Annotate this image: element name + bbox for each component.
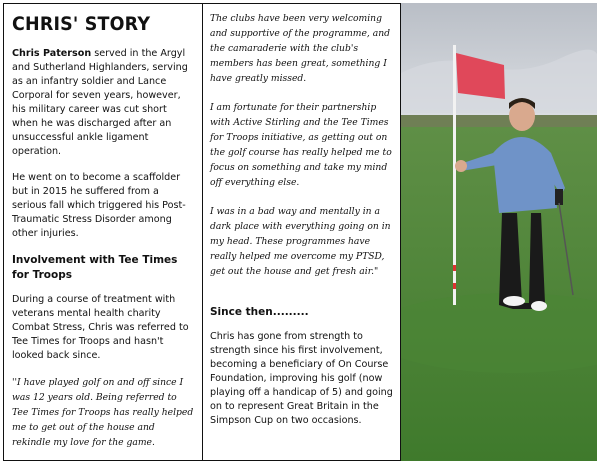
quote-ptsd: I was in a bad way and mentally in a dark place with everything going on in my head. These programmes have really helped me overcome my PTSD, get out the house and get fresh air."	[210, 206, 391, 277]
intro-text: served in the Argyl and Sutherland Highlanders, serving as an infantry soldier and Lance Corporal for seven years, however, his military career was cut short when he was discharged after an unsuccessful ankle ligament operation.	[12, 48, 188, 157]
since-then-heading: Since then.........	[210, 306, 309, 318]
photo-panel	[400, 3, 597, 461]
quote-welcoming: The clubs have been very welcoming and supportive of the programme, and the camaraderie with the club's members has been great, something I have greatly missed.	[210, 13, 391, 84]
quote-partnership: I am fortunate for their partnership with Active Stirling and the Tee Times for Troops initiative, as getting out on the golf course has really helped me to focus on something and take my mind off everything else.	[210, 102, 392, 188]
intro-name: Chris Paterson	[12, 48, 92, 59]
since-then-paragraph: Chris has gone from strength to strength since his first involvement, becoming a beneficiary of On Course Foundation, improving his golf (now playing off a handicap of 5) and going on to represent Great Britain in the Simpson Cup on two occasions.	[210, 331, 393, 426]
column-left	[3, 3, 202, 461]
distant-dunes	[401, 115, 597, 129]
second-paragraph: He went on to become a scaffolder but in 2015 he suffered from a serious fall which triggered his Post-Traumatic Stress Disorder among other injuries.	[12, 172, 186, 239]
column-middle	[202, 3, 400, 461]
involvement-heading: Involvement with Tee Times for Troops	[12, 254, 178, 281]
quote-paragraph: ''I have played golf on and off since I was 12 years old. Being referred to Tee Times for Troops has really helped me to get out of the house and rekindle my love for the game.	[12, 377, 194, 448]
page-title: CHRIS' STORY	[12, 13, 151, 35]
intro-paragraph	[12, 47, 194, 159]
golfer-photo	[401, 3, 597, 461]
third-paragraph: During a course of treatment with veterans mental health charity Combat Stress, Chris was referred to Tee Times for Troops and hasn't looked back since.	[12, 294, 189, 361]
